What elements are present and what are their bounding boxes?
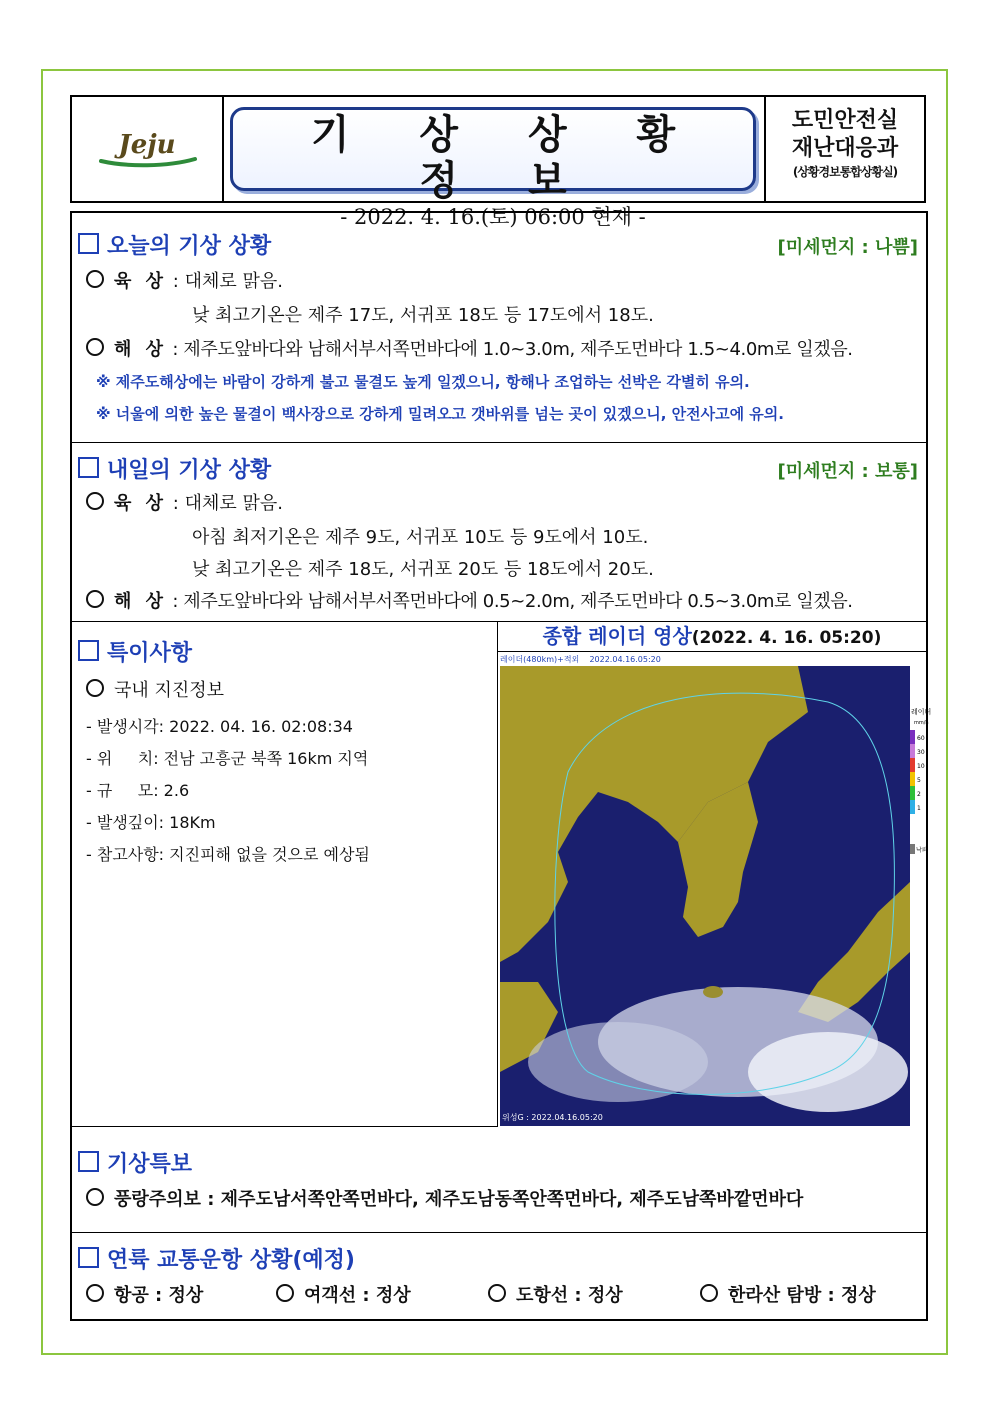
traffic-heading: 연륙 교통운항 상황(예정) (78, 1243, 355, 1274)
organization (764, 97, 924, 201)
legend-swatch (910, 786, 915, 800)
tomorrow-heading: 내일의 기상 상황 (78, 453, 271, 484)
circle-icon (700, 1284, 718, 1302)
radar-title: 종합 레이더 영상 (542, 624, 692, 648)
quake-location: - 위 치: 전남 고흥군 북쪽 16km 지역 (86, 749, 369, 768)
circle-icon (86, 492, 104, 510)
legend-title: 레이더 (911, 708, 932, 716)
radar-top-caption: 레이더(480km)+적외 2022.04.16.05:20 (500, 655, 661, 664)
today-sea: 해 상 : 제주도앞바다와 남해서부서쪽먼바다에 1.0~3.0m, 제주도먼바다 1.5~4.0m로 일겠음. (86, 335, 853, 361)
traffic-item-ferry: 여객선 : 정상 (276, 1281, 411, 1307)
today-heading: 오늘의 기상 상황 (78, 229, 271, 260)
tomorrow-land: 육 상 : 대체로 맑음. (86, 489, 283, 515)
traffic-item-hallasan: 한라산 탐방 : 정상 (700, 1281, 876, 1307)
tomorrow-dust: [미세먼지 : 보통] (777, 461, 918, 482)
legend-value: 30 (917, 749, 925, 756)
circle-icon (86, 679, 104, 697)
tomorrow-max-temp: 낮 최고기온은 제주 18도, 서귀포 20도 등 18도에서 20도. (192, 559, 654, 580)
legend-value: 1 (917, 805, 921, 812)
quake-depth: - 발생깊이: 18Km (86, 813, 216, 832)
logo-text: Jeju (118, 130, 176, 160)
checkbox-icon (78, 640, 99, 661)
quake-magnitude: - 규 모: 2.6 (86, 781, 190, 800)
legend-value: 5 (917, 777, 921, 784)
special-section (72, 622, 932, 1127)
radar-header (497, 622, 926, 652)
circle-icon (86, 270, 104, 288)
legend-swatch (910, 730, 915, 744)
legend-swatch (910, 744, 915, 758)
legend-value: 60 (917, 735, 925, 742)
traffic-item-island-ferry: 도항선 : 정상 (488, 1281, 623, 1307)
title-box (230, 107, 756, 229)
circle-icon (86, 1284, 104, 1302)
legend-value: 2 (917, 791, 921, 798)
legend-swatch (910, 772, 915, 786)
legend-value: 10 (917, 763, 925, 770)
quake-time: - 발생시각: 2022. 04. 16. 02:08:34 (86, 717, 353, 736)
legend-swatch (910, 758, 915, 772)
radar-bottom-caption: 위성G : 2022.04.16.05:20 (502, 1113, 603, 1122)
quake-note: - 참고사항: 지진피해 없을 것으로 예상됨 (86, 845, 370, 864)
today-note1: ※ 제주도해상에는 바람이 강하게 불고 물결도 높게 일겠으니, 항해나 조업하는 선박은 각별히 유의. (96, 373, 750, 391)
circle-icon (86, 1188, 104, 1206)
org-line2: 재난대응과 (791, 136, 899, 161)
checkbox-icon (78, 1151, 99, 1172)
tomorrow-sea: 해 상 : 제주도앞바다와 남해서부서쪽먼바다에 0.5~2.0m, 제주도먼바다 0.5~3.0m로 일겠음. (86, 587, 853, 613)
checkbox-icon (78, 233, 99, 254)
legend-unit: mm/h (914, 720, 929, 726)
today-note2: ※ 너울에 의한 높은 물결이 백사장으로 강하게 밀려오고 갯바위를 넘는 곳이 있겠으니, 안전사고에 유의. (96, 405, 784, 423)
quake-subheading: 국내 지진정보 (86, 676, 224, 702)
page-title: 기 상 상 황 정 보 (310, 112, 704, 204)
warning-heading: 기상특보 (78, 1147, 192, 1178)
today-section (72, 213, 926, 443)
report-date: - 2022. 4. 16.(토) 06:00 현재 - (340, 205, 646, 229)
legend-swatch (910, 844, 915, 854)
today-land: 육 상 : 대체로 맑음. (86, 267, 283, 293)
circle-icon (86, 590, 104, 608)
today-dust: [미세먼지 : 나쁨] (777, 237, 918, 258)
checkbox-icon (78, 1247, 99, 1268)
checkbox-icon (78, 457, 99, 478)
tomorrow-min-temp: 아침 최저기온은 제주 9도, 서귀포 10도 등 9도에서 10도. (192, 527, 649, 548)
org-line3: (상황경보통합상황실) (792, 165, 898, 179)
radar-image (497, 652, 932, 1127)
legend-other: 낙뢰 (916, 847, 928, 854)
warning-text: 풍랑주의보 : 제주도남서쪽안쪽먼바다, 제주도남동쪽안쪽먼바다, 제주도남쪽바깥먼바다 (86, 1185, 803, 1211)
legend-swatch (910, 800, 915, 814)
radar-time: (2022. 4. 16. 05:20) (691, 628, 882, 648)
special-heading: 특이사항 (78, 636, 192, 667)
circle-icon (276, 1284, 294, 1302)
jeju-logo (72, 97, 224, 201)
org-line1: 도민안전실 (791, 108, 899, 133)
traffic-section (72, 1233, 926, 1319)
warning-section (72, 1127, 926, 1233)
main-table (70, 211, 932, 1321)
header (70, 95, 926, 229)
traffic-item-airline: 항공 : 정상 (86, 1281, 203, 1307)
tomorrow-section (72, 443, 926, 622)
today-land-temp: 낮 최고기온은 제주 17도, 서귀포 18도 등 17도에서 18도. (192, 305, 654, 326)
circle-icon (86, 338, 104, 356)
circle-icon (488, 1284, 506, 1302)
